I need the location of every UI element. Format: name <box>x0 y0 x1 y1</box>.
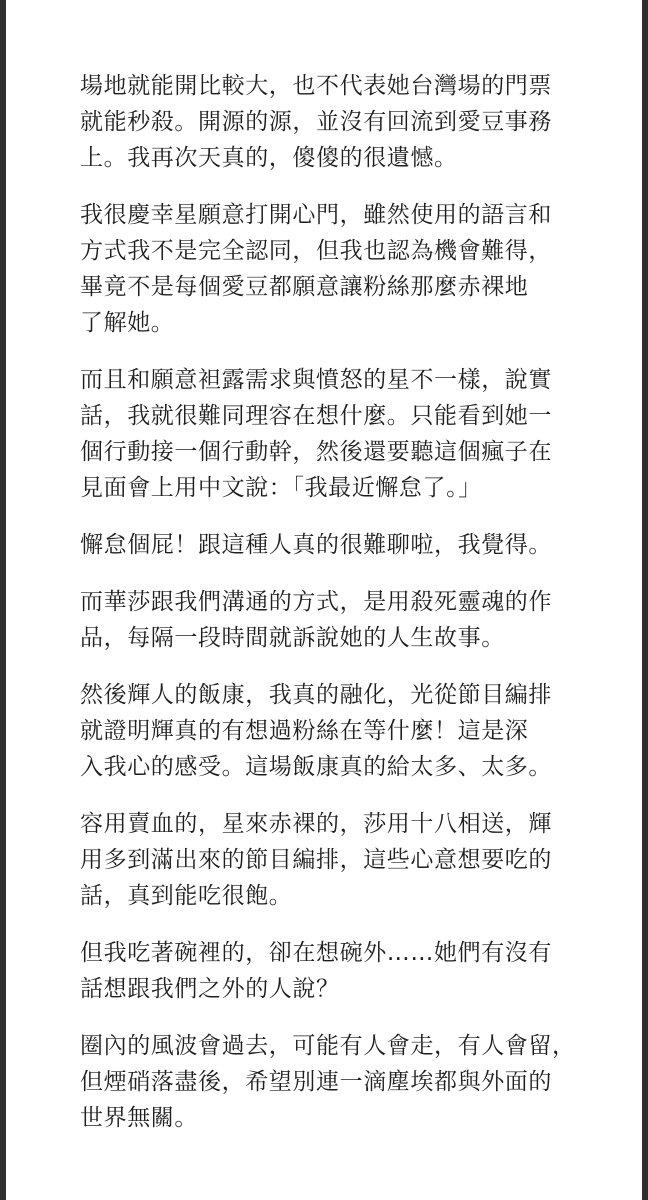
paragraph: 懈怠個屁！跟這種人真的很難聊啦，我覺得。 <box>80 532 552 558</box>
paragraph: 我很慶幸星願意打開心門，雖然使用的語言和 方式我不是完全認同，但我也認為機會難得， 畢竟不是每個愛豆都願意讓粉絲那麼赤裸地 了解她。 <box>80 202 552 336</box>
paragraph: 然後輝人的飯康，我真的融化，光從節目編排 就證明輝真的有想過粉絲在等什麼！這是深 入我心的感受。這場飯康真的給太多、太多。 <box>80 682 552 780</box>
paragraph: 而且和願意袒露需求與憤怒的星不一樣，說實 話，我就很難同理容在想什麼。只能看到她一 個行動接一個行動幹，然後還要聽這個瘋子在 見面會上用中文說：「我最近懈怠了。」 <box>80 367 552 501</box>
paragraph: 而華莎跟我們溝通的方式，是用殺死靈魂的作 品，每隔一段時間就訴說她的人生故事。 <box>80 589 552 651</box>
paragraph: 圈內的風波會過去，可能有人會走，有人會留， 但煙硝落盡後，希望別連一滴塵埃都與外面的 世界無關。 <box>80 1033 576 1131</box>
right-page-edge <box>642 0 648 1200</box>
paragraph: 但我吃著碗裡的，卻在想碗外……她們有沒有 話想跟我們之外的人說？ <box>80 940 552 1002</box>
paragraph: 容用賣血的，星來赤裸的，莎用十八相送，輝 用多到滿出來的節目編排，這些心意想要吃的 話，真到能吃很飽。 <box>80 811 552 909</box>
paragraph: 場地就能開比較大，也不代表她台灣場的門票 就能秒殺。開源的源，並沒有回流到愛豆事務 上。我再次天真的，傻傻的很遺憾。 <box>80 73 552 171</box>
article-body <box>80 68 588 1157</box>
document-page[interactable] <box>6 0 642 1200</box>
